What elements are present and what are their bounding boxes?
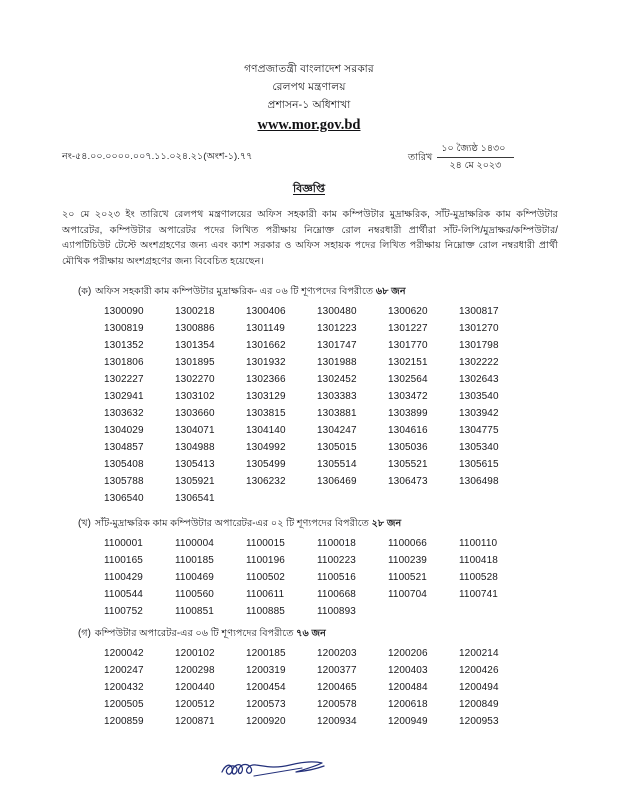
roll-number: 1200484 bbox=[388, 682, 428, 693]
section-ka-title: অফিস সহকারী কাম কম্পিউটার মুদ্রাক্ষরিক- এর ০৬ টি শূণ্যপদের বিপরীতে bbox=[95, 286, 374, 297]
date-gregorian: ২৪ মে ২০২৩ bbox=[449, 160, 502, 171]
roll-number: 1200512 bbox=[175, 699, 215, 710]
roll-number: 1200454 bbox=[246, 682, 286, 693]
roll-number: 1305521 bbox=[388, 459, 428, 470]
roll-number: 1302366 bbox=[246, 374, 286, 385]
roll-number: 1300886 bbox=[175, 323, 215, 334]
roll-number: 1302452 bbox=[317, 374, 357, 385]
section-ga bbox=[0, 626, 618, 730]
roll-number: 1200426 bbox=[459, 665, 499, 676]
roll-number: 1304988 bbox=[175, 442, 215, 453]
roll-number: 1200403 bbox=[388, 665, 428, 676]
body-paragraph-text: ২০ মে ২০২৩ ইং তারিখে রেলপথ মন্ত্রণালয়ের অফিস সহকারী কাম কম্পিউটার মুদ্রাক্ষরিক, সাঁট-মুদ্রাক্ষরিক কাম কম্পিউটার অপারেটর, কম্পিউটার অপারেটর পদের লিখিত পরীক্ষায় নিম্নোক্ত রোল নম্বরধারী প্রার্থীরা সাঁট-লিপি/মুদ্রাক্ষর/কম্পিউটার/এ্যাপটিচিউট টেস্টে অংশগ্রহণের জন্য এবং ক্যাশ সরকার ও অফিস সহায়ক পদের লিখিত পরীক্ষায় নিম্নোক্ত রোল নম্বরধারী প্রার্থী মৌখিক পরীক্ষায় অংশগ্রহণের জন্য বিবেচিত হয়েছেন। bbox=[62, 209, 558, 267]
roll-number: 1200185 bbox=[246, 648, 286, 659]
roll-number: 1301806 bbox=[104, 357, 144, 368]
roll-number: 1305413 bbox=[175, 459, 215, 470]
roll-number: 1305788 bbox=[104, 476, 144, 487]
roll-number: 1200953 bbox=[459, 716, 499, 727]
roll-number: 1200934 bbox=[317, 716, 357, 727]
roll-number: 1200578 bbox=[317, 699, 357, 710]
roll-number: 1305015 bbox=[317, 442, 357, 453]
roll-number: 1302270 bbox=[175, 374, 215, 385]
government-name: গণপ্রজাতন্ত্রী বাংলাদেশ সরকার bbox=[244, 63, 374, 75]
roll-number: 1200949 bbox=[388, 716, 428, 727]
roll-number: 1306541 bbox=[175, 493, 215, 504]
roll-number: 1301932 bbox=[246, 357, 286, 368]
roll-number: 1100521 bbox=[388, 572, 427, 583]
roll-number: 1100516 bbox=[317, 572, 356, 583]
section-ka-marker: (ক) bbox=[78, 286, 92, 297]
roll-number: 1303632 bbox=[104, 408, 144, 419]
roll-number: 1100560 bbox=[175, 589, 214, 600]
letterhead bbox=[0, 60, 618, 134]
roll-number: 1200203 bbox=[317, 648, 357, 659]
roll-number: 1100110 bbox=[459, 538, 498, 549]
section-ga-title: কম্পিউটার অপারেটর-এর ০৬ টি শূণ্যপদের বিপরীতে bbox=[94, 628, 294, 639]
roll-number: 1301270 bbox=[459, 323, 499, 334]
roll-number: 1100502 bbox=[246, 572, 285, 583]
roll-number: 1302643 bbox=[459, 374, 499, 385]
roll-number: 1303129 bbox=[246, 391, 286, 402]
roll-number: 1301662 bbox=[246, 340, 286, 351]
roll-number: 1100196 bbox=[246, 555, 285, 566]
roll-number: 1200618 bbox=[388, 699, 428, 710]
roll-number: 1304992 bbox=[246, 442, 286, 453]
roll-number: 1300406 bbox=[246, 306, 286, 317]
section-ga-heading bbox=[78, 626, 618, 642]
branch-name: প্রশাসন-১ অধিশাখা bbox=[267, 99, 351, 111]
ministry-website-link[interactable]: www.mor.gov.bd bbox=[257, 117, 361, 133]
date-label: তারিখ bbox=[408, 152, 433, 163]
roll-number: 1200871 bbox=[175, 716, 215, 727]
signature-mark bbox=[218, 752, 338, 786]
roll-number: 1300817 bbox=[459, 306, 499, 317]
roll-number: 1305615 bbox=[459, 459, 499, 470]
roll-number: 1301223 bbox=[317, 323, 357, 334]
roll-number: 1306473 bbox=[388, 476, 428, 487]
roll-number: 1305499 bbox=[246, 459, 286, 470]
section-ka-count: ৬৮ জন bbox=[375, 286, 406, 297]
roll-number: 1200465 bbox=[317, 682, 357, 693]
roll-number: 1300090 bbox=[104, 306, 144, 317]
roll-number: 1301988 bbox=[317, 357, 357, 368]
section-ka bbox=[0, 284, 618, 507]
roll-number: 1303899 bbox=[388, 408, 428, 419]
roll-number: 1304247 bbox=[317, 425, 357, 436]
body-paragraph bbox=[62, 207, 558, 269]
section-ka-roll-grid bbox=[104, 303, 534, 507]
section-kha-heading bbox=[78, 516, 618, 532]
roll-number: 1304140 bbox=[246, 425, 286, 436]
roll-number: 1100418 bbox=[459, 555, 498, 566]
roll-number: 1100165 bbox=[104, 555, 143, 566]
roll-number: 1100704 bbox=[388, 589, 427, 600]
roll-number: 1100001 bbox=[104, 538, 143, 549]
roll-number: 1100741 bbox=[459, 589, 498, 600]
roll-number: 1200042 bbox=[104, 648, 144, 659]
roll-number: 1306498 bbox=[459, 476, 499, 487]
roll-number: 1100239 bbox=[388, 555, 427, 566]
roll-number: 1200440 bbox=[175, 682, 215, 693]
roll-number: 1200573 bbox=[246, 699, 286, 710]
roll-number: 1302227 bbox=[104, 374, 144, 385]
roll-number: 1200505 bbox=[104, 699, 144, 710]
roll-number: 1100851 bbox=[175, 606, 214, 617]
roll-number: 1303815 bbox=[246, 408, 286, 419]
roll-number: 1305921 bbox=[175, 476, 215, 487]
roll-number: 1306469 bbox=[317, 476, 357, 487]
roll-number: 1305408 bbox=[104, 459, 144, 470]
roll-number: 1306540 bbox=[104, 493, 144, 504]
roll-number: 1200298 bbox=[175, 665, 215, 676]
roll-number: 1100185 bbox=[175, 555, 214, 566]
roll-number: 1100469 bbox=[175, 572, 214, 583]
roll-number: 1303942 bbox=[459, 408, 499, 419]
section-kha-title: সাঁট-মুদ্রাক্ষরিক কাম কম্পিউটার অপারেটর-এর ০২ টি শূণ্যপদের বিপরীতে bbox=[94, 518, 369, 529]
roll-number: 1301770 bbox=[388, 340, 428, 351]
roll-number: 1306232 bbox=[246, 476, 286, 487]
roll-number: 1100893 bbox=[317, 606, 356, 617]
roll-number: 1301149 bbox=[246, 323, 285, 334]
roll-number: 1302564 bbox=[388, 374, 428, 385]
roll-number: 1200377 bbox=[317, 665, 357, 676]
roll-number: 1305036 bbox=[388, 442, 428, 453]
roll-number: 1304029 bbox=[104, 425, 144, 436]
roll-number: 1300819 bbox=[104, 323, 144, 334]
roll-number: 1303472 bbox=[388, 391, 428, 402]
roll-number: 1301798 bbox=[459, 340, 499, 351]
roll-number: 1200432 bbox=[104, 682, 144, 693]
section-kha bbox=[0, 516, 618, 620]
roll-number: 1301895 bbox=[175, 357, 215, 368]
section-ga-count: ৭৬ জন bbox=[296, 628, 326, 639]
section-kha-roll-grid bbox=[104, 535, 534, 620]
memo-number: নং-৫৪.০০.০০০০.০০৭.১১.০২৪.২১(অংশ-১).৭৭ bbox=[62, 151, 253, 162]
date-block bbox=[408, 142, 514, 173]
roll-number: 1100668 bbox=[317, 589, 356, 600]
roll-number: 1301352 bbox=[104, 340, 144, 351]
roll-number: 1200319 bbox=[246, 665, 286, 676]
roll-number: 1303660 bbox=[175, 408, 215, 419]
ministry-name: রেলপথ মন্ত্রণালয় bbox=[272, 81, 346, 93]
roll-number: 1200102 bbox=[175, 648, 215, 659]
section-ka-heading bbox=[78, 284, 618, 300]
roll-number: 1200206 bbox=[388, 648, 428, 659]
roll-number: 1301747 bbox=[317, 340, 357, 351]
date-values bbox=[437, 142, 513, 173]
roll-number: 1304071 bbox=[175, 425, 215, 436]
roll-number: 1303383 bbox=[317, 391, 357, 402]
roll-number: 1200859 bbox=[104, 716, 144, 727]
roll-number: 1304857 bbox=[104, 442, 144, 453]
roll-number: 1200494 bbox=[459, 682, 499, 693]
roll-number: 1302222 bbox=[459, 357, 499, 368]
roll-number: 1100004 bbox=[175, 538, 214, 549]
roll-number: 1300218 bbox=[175, 306, 215, 317]
roll-number: 1305340 bbox=[459, 442, 499, 453]
roll-number: 1303102 bbox=[175, 391, 215, 402]
section-kha-count: ২৮ জন bbox=[371, 518, 402, 529]
roll-number: 1304775 bbox=[459, 425, 499, 436]
date-bengali: ১০ জ্যৈষ্ঠ ১৪৩০ bbox=[437, 142, 513, 158]
roll-number: 1100528 bbox=[459, 572, 498, 583]
roll-number: 1301227 bbox=[388, 323, 428, 334]
roll-number: 1305514 bbox=[317, 459, 357, 470]
roll-number: 1304616 bbox=[388, 425, 428, 436]
roll-number: 1200920 bbox=[246, 716, 286, 727]
roll-number: 1303540 bbox=[459, 391, 499, 402]
section-kha-marker: (খ) bbox=[78, 518, 91, 529]
roll-number: 1301354 bbox=[175, 340, 215, 351]
roll-number: 1100885 bbox=[246, 606, 285, 617]
roll-number: 1100544 bbox=[104, 589, 143, 600]
roll-number: 1303881 bbox=[317, 408, 357, 419]
roll-number: 1200214 bbox=[459, 648, 499, 659]
section-ga-marker: (গ) bbox=[78, 628, 91, 639]
section-ga-roll-grid bbox=[104, 645, 534, 730]
roll-number: 1300620 bbox=[388, 306, 428, 317]
roll-number: 1100429 bbox=[104, 572, 143, 583]
roll-number: 1100752 bbox=[104, 606, 143, 617]
roll-number: 1100066 bbox=[388, 538, 427, 549]
signature bbox=[218, 752, 338, 786]
roll-number: 1302151 bbox=[388, 357, 428, 368]
roll-number: 1302941 bbox=[104, 391, 144, 402]
roll-number: 1100611 bbox=[246, 589, 285, 600]
roll-number: 1100015 bbox=[246, 538, 285, 549]
notice-title: বিজ্ঞপ্তি bbox=[293, 183, 325, 195]
roll-number: 1300480 bbox=[317, 306, 357, 317]
roll-number: 1200247 bbox=[104, 665, 144, 676]
roll-number: 1100018 bbox=[317, 538, 356, 549]
roll-number: 1200849 bbox=[459, 699, 499, 710]
roll-number: 1100223 bbox=[317, 555, 356, 566]
